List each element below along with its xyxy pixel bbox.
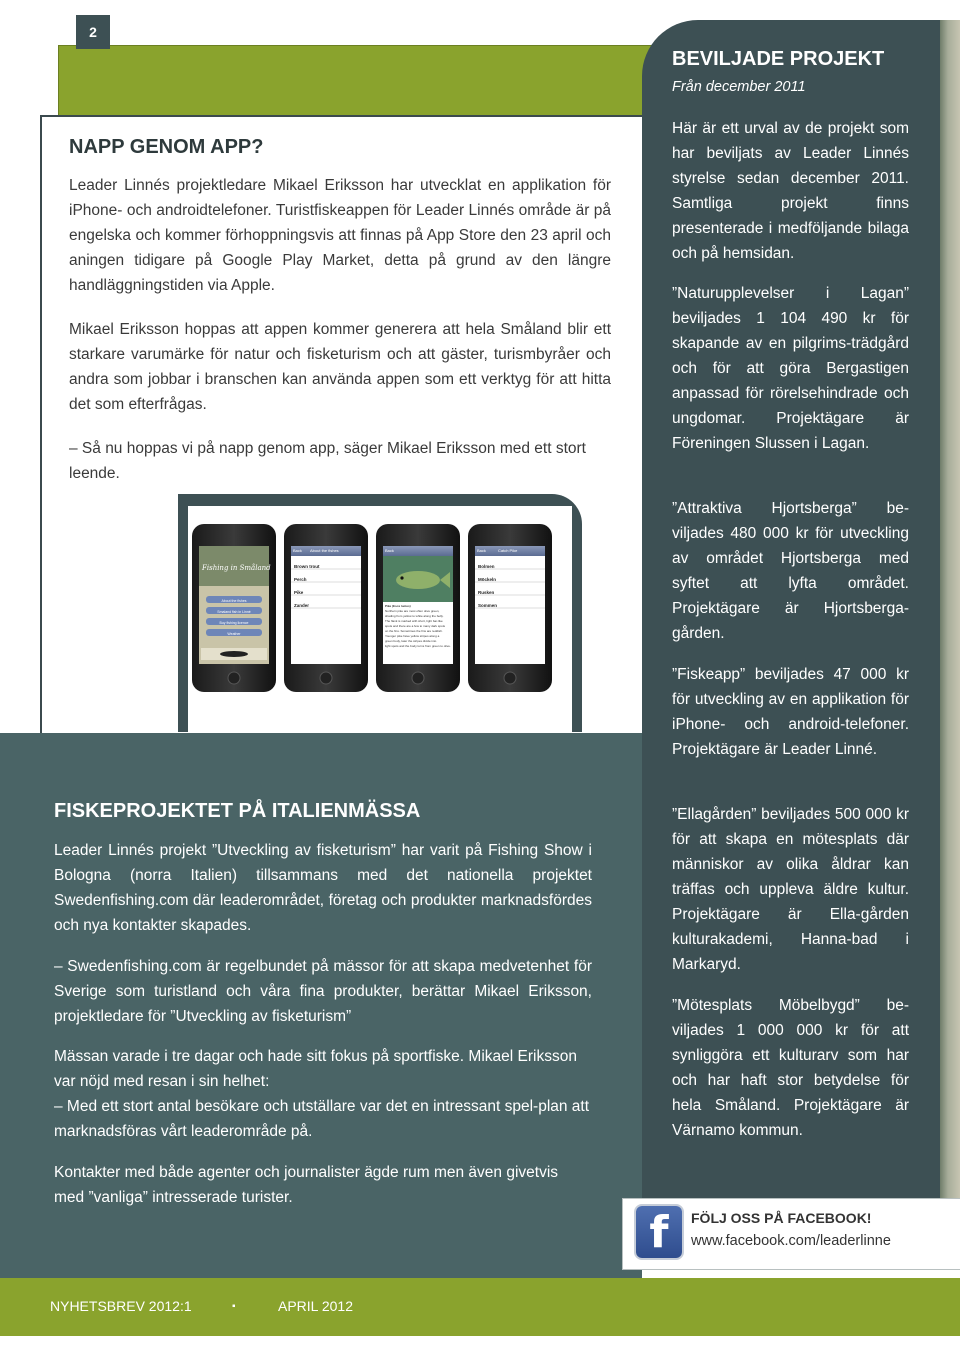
project-item: ”Ellagården” beviljades 500 000 kr för att skapa en mötesplats där människor av olika åldrar kan träffas och uppleva äldre kultur. Projektägare är Ella-gården kulturakademi, Hanna-bad i Markaryd.	[672, 806, 909, 973]
article-paragraph: Mikael Eriksson hoppas att appen kommer generera att hela Småland blir ett starkare varumärke för natur och fisketurism och att gäster, turismbyråer och andra som jobbar i branschen kan använda appen som ett verktyg för att hitta det som efterfrågas.	[69, 321, 611, 413]
article-paragraph: Leader Linnés projekt ”Utveckling av fisketurism” har varit på Fishing Show i Bologna (norra Italien) tillsammans med det nationella projektet Swedenfishing.com där leaderområdet, företag och produkter marknadsfördes och nya kontakter skapades.	[54, 842, 592, 934]
article-paragraph: – Swedenfishing.com är regelbundet på mässor för att skapa medvetenhet för Sverige som turistland och våra fina produkter, berättar Mikael Eriksson, projektledare för ”Utveckling av fisketurism”	[54, 958, 592, 1025]
app-menu-item: Buy fishing licence	[219, 621, 249, 625]
app-list-item: Bolmen	[478, 564, 495, 569]
page-number: 2	[76, 15, 110, 49]
app-list-item: Perch	[294, 577, 307, 582]
app-menu	[210, 596, 258, 640]
app-fish-caption	[385, 604, 451, 649]
facebook-icon[interactable]: f	[636, 1206, 682, 1258]
app-list-item: Möckeln	[478, 577, 497, 582]
footer-issue: NYHETSBREV 2012:1	[50, 1298, 192, 1314]
app-list	[294, 560, 320, 612]
caption-line: spots and there are a few to many dark spots	[385, 624, 446, 628]
facebook-title: FÖLJ OSS PÅ FACEBOOK!	[691, 1210, 872, 1226]
app-menu-item: Weather	[227, 632, 241, 636]
caption-line: shading from yellow to white along the belly.	[385, 614, 444, 618]
project-item: ”Mötesplats Möbelbygd” be-viljades 1 000 000 kr för att synliggöra ett kulturarv som har och har haft stor betydelse för hela Småland. Projektägare är Värnamo kommun.	[672, 997, 909, 1139]
footer-date: APRIL 2012	[278, 1298, 353, 1314]
article-paragraph: Leader Linnés projektledare Mikael Eriksson har utvecklat en applikation för iPhone- och androidtelefoner. Turistfiskeappen för Leader Linnés område är på engelska och kommer förhoppningsvis att finnas på App Store den 23 april och aningen tidigare på Google Play Market, detta på grund av den längre handläggningstiden via Apple.	[69, 177, 611, 294]
article-quote: – Så nu hoppas vi på napp genom app, säger Mikael Eriksson med ett stort leende.	[69, 440, 586, 482]
app-nav-back: Back	[477, 548, 486, 553]
app-list-item: Sommen	[478, 603, 498, 608]
sidebar-paragraph: Här är ett urval av de projekt som har beviljats av Leader Linnés styrelse sedan december 2011. Samtliga projekt finns presenterade i medföljande bilaga och på hemsidan.	[672, 120, 909, 262]
article-title: NAPP GENOM APP?	[69, 136, 264, 158]
caption-line: green body, later the stripes divide into	[385, 639, 437, 643]
footer-band	[0, 1278, 960, 1336]
caption-line: on the fins. Sometimes the fins are reddish.	[385, 629, 443, 633]
app-list-item: Zander	[294, 603, 310, 608]
header-green-band	[58, 45, 700, 117]
app-list	[478, 560, 497, 612]
facebook-link[interactable]: www.facebook.com/leaderlinne	[691, 1233, 891, 1249]
app-screenshots-image	[188, 506, 572, 732]
app-nav-back: Back	[385, 548, 394, 553]
app-list-item: Brown trout	[294, 564, 320, 569]
app-nav-title: Catch Pike	[498, 548, 518, 553]
project-item: ”Naturupplevelser i Lagan” beviljades 1 104 490 kr för skapande av en pilgrims-trädgård och för att göra Bergastigen anpassad för rörelsehindrade och ungdomar. Projektägare är Föreningen Slussen i Lagan.	[672, 285, 909, 452]
sidebar-photo-edge	[940, 20, 960, 1198]
footer-separator: ▪	[232, 1301, 236, 1312]
article-paragraph: Kontakter med både agenter och journalister ägde rum men även givetvis med ”vanliga” intresserade turister.	[54, 1164, 559, 1206]
caption-line: Younger pike have yellow stripes along a	[385, 634, 440, 638]
caption-line: The flank is marked with short, light bar-like	[385, 619, 443, 623]
sidebar-subtitle: Från december 2011	[672, 79, 806, 95]
article-paragraph: Mässan varade i tre dagar och hade sitt fokus på sportfiske. Mikael Eriksson var nöjd med resan i sin helhet:	[54, 1048, 577, 1090]
app-banner: Fishing in Småland	[202, 564, 271, 572]
article-quote: – Med ett stort antal besökare och utställare var det en intressant spel-plan att marknadsföras vårt leaderområde på.	[54, 1098, 590, 1140]
project-item: ”Attraktiva Hjortsberga” be-viljades 480 000 kr för utveckling av området Hjortsberga med syftet att lyfta området. Projektägare är Hjortsberga-gården.	[672, 500, 909, 642]
caption-line: Pike (Esox lucius)	[385, 604, 411, 608]
app-menu-item: About the fishes	[221, 599, 247, 603]
app-list-item: Rusken	[478, 590, 495, 595]
article-title: FISKEPROJEKTET PÅ ITALIENMÄSSA	[54, 800, 421, 822]
caption-line: light spots and the body turns from green to olive.	[385, 644, 451, 648]
caption-line: Northern pike are most often olive green,	[385, 609, 440, 613]
app-list-item: Pike	[294, 590, 304, 595]
app-nav-back: Back	[293, 548, 302, 553]
sidebar-title: BEVILJADE PROJEKT	[672, 48, 885, 70]
app-menu-item: Smaland fish in Linné	[217, 610, 251, 614]
app-nav-title: About the fishes	[310, 548, 339, 553]
project-item: ”Fiskeapp” beviljades 47 000 kr för utveckling av en applikation för iPhone- och android-telefoner. Projektägare är Leader Linné.	[672, 666, 909, 758]
